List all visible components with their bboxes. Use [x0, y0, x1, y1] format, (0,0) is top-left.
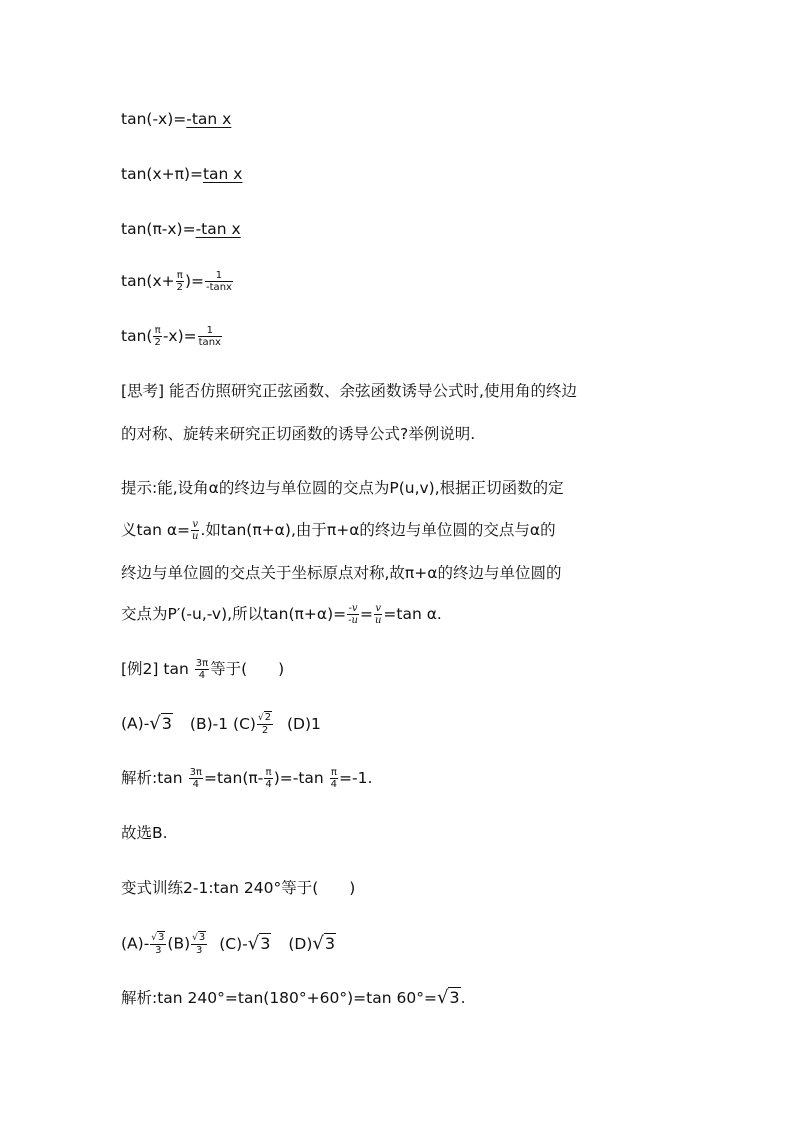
- fraction: $\frac{1}{-\tan x}$: [206, 270, 232, 293]
- formula-answer: -tan x: [195, 220, 241, 238]
- fraction: $\frac{√3}{3}$: [151, 932, 165, 956]
- example-2-answer: 故选B.: [121, 824, 168, 842]
- fraction: $\frac{1}{\tan x}$: [198, 325, 221, 348]
- sqrt: √3: [436, 987, 460, 1008]
- example-2-question: [例2] tan $\frac{3\pi}{4}$ 等于( ): [121, 658, 285, 681]
- fraction: $\frac{3\pi}{4}$: [195, 658, 209, 681]
- variant-solution: 解析:tan 240°=tan(180°+60°)=tan 60°=√3.: [121, 987, 466, 1008]
- fraction: $\frac{\pi}{2}$: [176, 270, 183, 293]
- formula-4: tan(x+ $\frac{\pi}{2}$ )= $\frac{1}{-\tan x}$: [121, 270, 232, 293]
- variant-options: (A)- $\frac{√3}{3}$ (B) $\frac{√3}{3}$ (C)-√3 (D)√3: [121, 932, 336, 956]
- think-line-2: 的对称、旋转来研究正切函数的诱导公式?举例说明.: [121, 425, 476, 443]
- fraction: $\frac{-v}{-u}$: [348, 603, 358, 626]
- fraction: $\frac{v}{u}$: [374, 603, 382, 626]
- formula-answer: tan x: [202, 165, 243, 183]
- formula-5: tan( $\frac{\pi}{2}$ -x)= $\frac{1}{\tan x}$: [121, 325, 221, 348]
- sqrt: √3: [149, 712, 172, 734]
- formula-answer: -tan x: [186, 110, 232, 128]
- fraction: $\frac{3\pi}{4}$: [189, 767, 202, 790]
- formula-2: tan(x+π)=tan x: [121, 165, 243, 183]
- fraction: $\frac{√3}{3}$: [192, 932, 206, 956]
- hint-line-2: 义tan α= $\frac{v}{u}$ .如tan(π+α),由于π+α的终边与单位圆的交点与α的: [121, 519, 556, 542]
- fraction: $\frac{\pi}{4}$: [265, 767, 272, 790]
- hint-line-1: 提示:能,设角α的终边与单位圆的交点为P(u,v),根据正切函数的定: [121, 479, 564, 497]
- example-2-options: (A)-√3 (B)-1 (C) $\frac{√2}{2}$ (D)1: [121, 712, 321, 736]
- hint-line-4: 交点为P′(-u,-v),所以tan(π+α)= $\frac{-v}{-u}$ = $\frac{v}{u}$ =tan α.: [121, 603, 442, 626]
- fraction: $\frac{\pi}{4}$: [330, 767, 338, 790]
- fraction: $\frac{v}{u}$: [192, 519, 199, 542]
- think-line-1: [思考] 能否仿照研究正弦函数、余弦函数诱导公式时,使用角的终边: [121, 382, 577, 400]
- sqrt: √3: [312, 932, 336, 954]
- formula-3: tan(π-x)=-tan x: [121, 220, 241, 238]
- sqrt: √3: [247, 932, 271, 954]
- example-2-solution: 解析:tan $\frac{3\pi}{4}$ =tan(π- $\frac{\pi}{4}$ )=-tan $\frac{\pi}{4}$ =-1.: [121, 767, 373, 790]
- fraction: $\frac{\pi}{2}$: [154, 325, 161, 348]
- variant-question: 变式训练2-1:tan 240°等于( ): [121, 879, 356, 897]
- fraction: $\frac{√2}{2}$: [257, 712, 272, 736]
- hint-line-3: 终边与单位圆的交点关于坐标原点对称,故π+α的终边与单位圆的: [121, 564, 562, 582]
- formula-1: tan(-x)=-tan x: [121, 110, 232, 128]
